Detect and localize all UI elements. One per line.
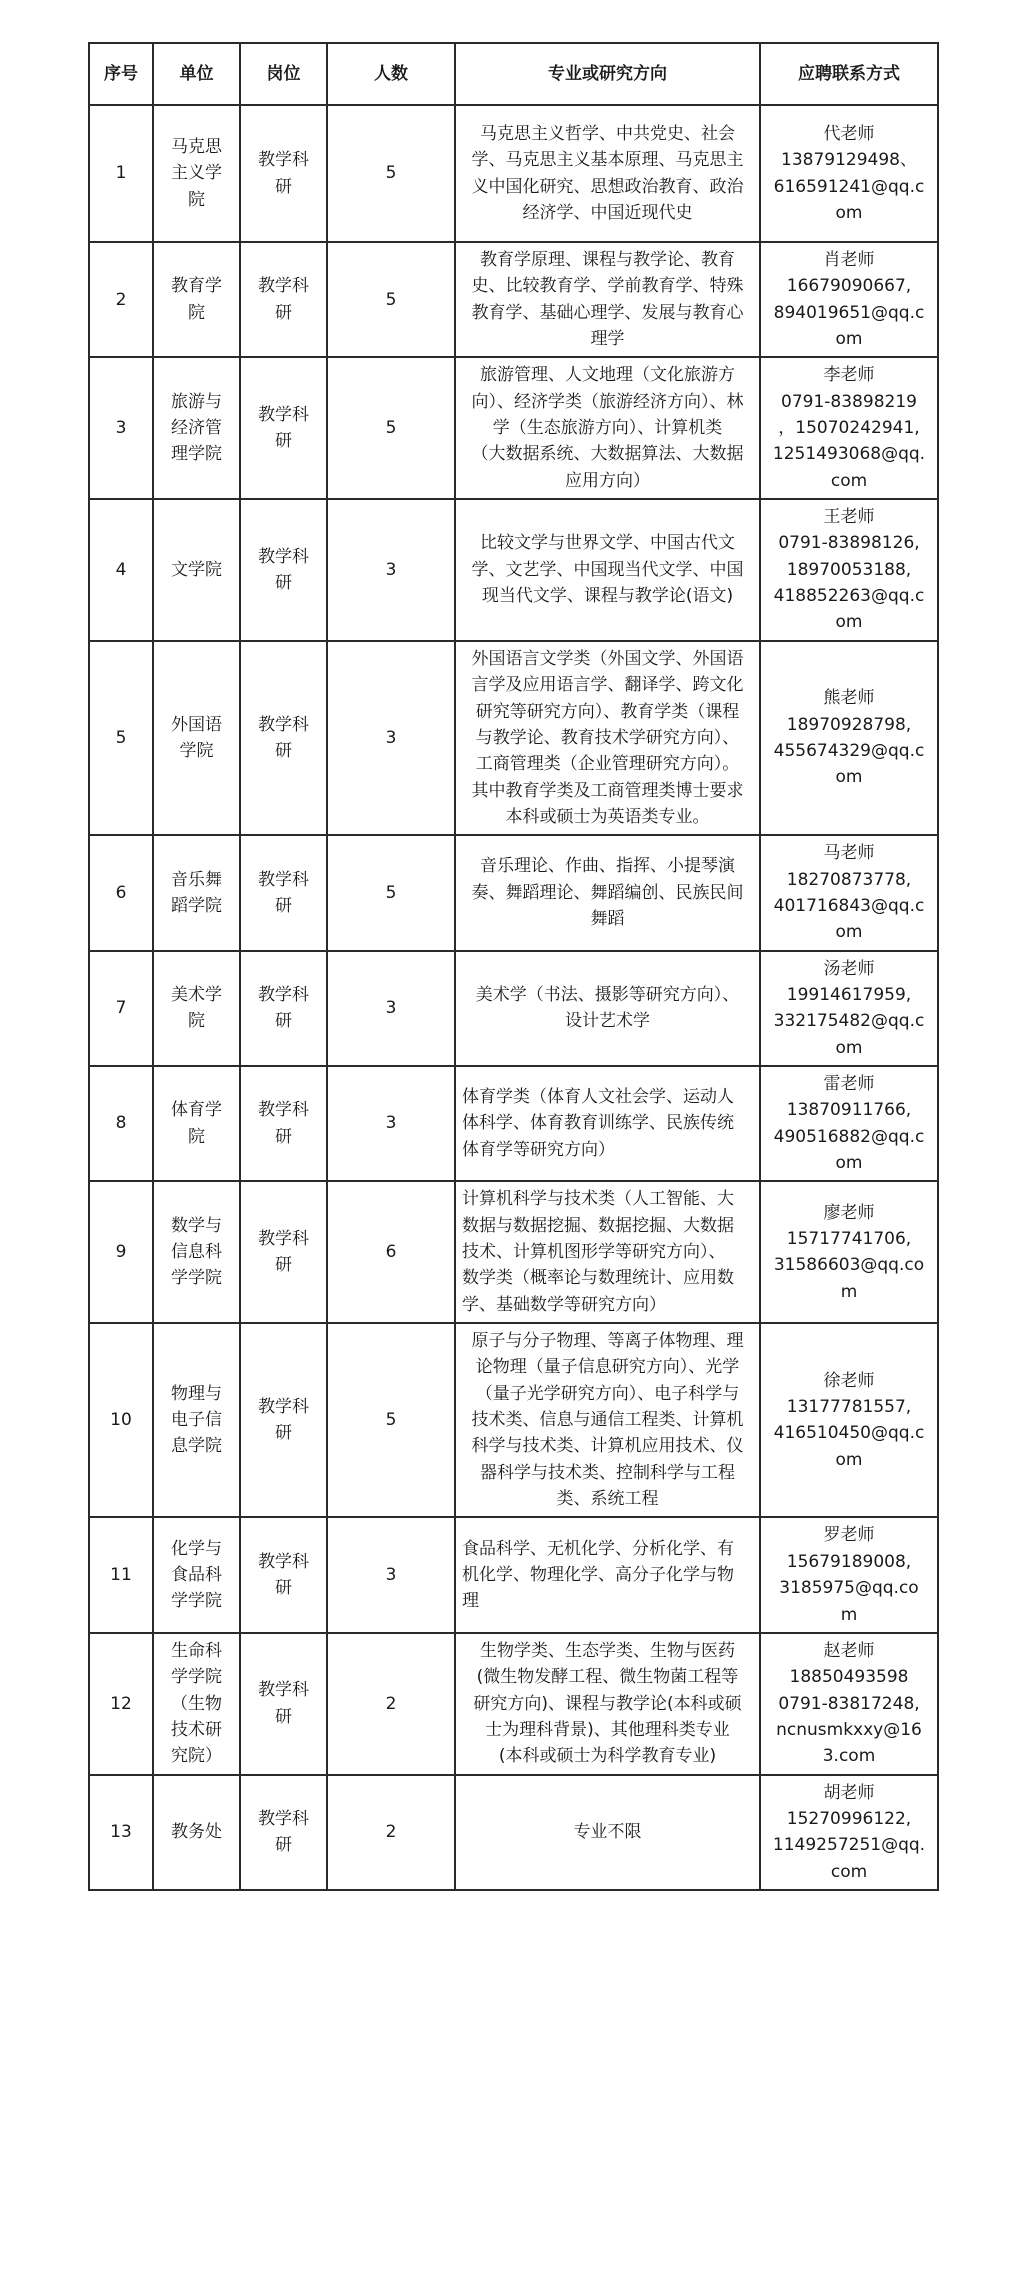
post-line: 研 (275, 572, 292, 593)
major-line: 马克思主义哲学、中共党史、社会 (480, 123, 735, 144)
contact-line: 18970053188, (786, 559, 912, 580)
unit-line: 蹈学院 (171, 895, 222, 916)
major-line: 士为理科背景)、其他理科类专业 (485, 1719, 730, 1740)
contact-line: 13177781557, (786, 1396, 912, 1417)
table-row (89, 1633, 938, 1775)
post-line: 研 (275, 1835, 292, 1856)
contact-line: 肖老师 (823, 250, 875, 270)
contact-line: 汤老师 (823, 958, 875, 979)
cell-contact (760, 499, 938, 641)
cell-contact (760, 105, 938, 242)
contact-line: 416510450@qq.c (773, 1423, 925, 1444)
cell-count: 5 (327, 105, 455, 242)
contact-line: com (830, 1861, 868, 1882)
cell-seq: 11 (89, 1517, 153, 1632)
contact-line: 616591241@qq.c (773, 176, 925, 197)
major-line: 学、基础数学等研究方向） (462, 1294, 666, 1315)
post-line: 研 (275, 1423, 292, 1444)
major-line: 经济学、中国近现代史 (522, 202, 693, 223)
post-line: 教学科 (258, 404, 309, 425)
table-header-row (89, 43, 938, 105)
post-line: 研 (275, 431, 292, 452)
cell-seq: 8 (89, 1066, 153, 1181)
major-line: 旅游管理、人文地理（文化旅游方 (480, 365, 735, 386)
contact-line: om (835, 1153, 863, 1173)
unit-line: 化学与 (171, 1538, 222, 1559)
header-seq: 序号 (89, 43, 153, 105)
cell-contact (760, 951, 938, 1066)
cell-unit (153, 1323, 240, 1517)
unit-line: （生物 (171, 1693, 222, 1714)
cell-major (455, 1323, 760, 1517)
post-line: 教学科 (258, 546, 309, 567)
cell-contact (760, 1775, 938, 1890)
table-row (89, 1066, 938, 1181)
unit-line: 院 (188, 189, 205, 210)
contact-line: 18850493598 (789, 1667, 909, 1688)
contact-line: 894019651@qq.c (773, 302, 925, 323)
header-major: 专业或研究方向 (455, 43, 760, 105)
cell-seq: 6 (89, 835, 153, 950)
table-row (89, 1775, 938, 1890)
post-line: 教学科 (258, 1680, 309, 1701)
contact-line: 0791-83898126, (778, 533, 920, 554)
contact-line: 代老师 (823, 123, 875, 144)
cell-seq: 4 (89, 499, 153, 641)
major-line: 比较文学与世界文学、中国古代文 (480, 533, 735, 554)
contact-line: 1149257251@qq. (772, 1835, 926, 1856)
major-line: 体育学类（体育人文社会学、运动人 (462, 1087, 734, 1108)
cell-post (240, 105, 327, 242)
cell-count: 3 (327, 1066, 455, 1181)
contact-line: 李老师 (823, 365, 875, 386)
major-line: 数据与数据挖掘、数据挖掘、大数据 (462, 1215, 734, 1236)
contact-line: com (830, 470, 868, 491)
contact-line: 13879129498、 (781, 150, 917, 171)
table-row (89, 357, 938, 499)
major-line: 科学与技术类、计算机应用技术、仪 (471, 1436, 744, 1457)
unit-line: 物理与 (171, 1383, 222, 1404)
cell-major (455, 499, 760, 641)
cell-count: 5 (327, 242, 455, 357)
cell-post (240, 1066, 327, 1181)
contact-line: m (840, 1281, 858, 1302)
contact-line: 18270873778, (786, 869, 912, 890)
cell-count: 6 (327, 1181, 455, 1323)
cell-count: 3 (327, 641, 455, 835)
unit-line: 美术学 (171, 984, 222, 1005)
cell-unit (153, 357, 240, 499)
post-line: 教学科 (258, 1551, 309, 1572)
cell-count: 5 (327, 835, 455, 950)
table-row (89, 1517, 938, 1632)
major-line: 学（生态旅游方向）、计算机类 (492, 418, 723, 439)
contact-line: 16679090667, (786, 276, 912, 297)
table-row (89, 835, 938, 950)
unit-line: 主义学 (171, 163, 222, 184)
cell-major (455, 1633, 760, 1775)
contact-line: 15679189008, (786, 1551, 912, 1572)
cell-count: 3 (327, 499, 455, 641)
cell-unit (153, 242, 240, 357)
major-line: 学、马克思主义基本原理、马克思主 (471, 150, 744, 171)
major-line: 言学及应用语言学、翻译学、跨文化 (471, 675, 744, 696)
cell-seq: 9 (89, 1181, 153, 1323)
major-line: 机化学、物理化学、高分子化学与物 (462, 1564, 734, 1585)
contact-line: om (835, 612, 863, 633)
cell-major (455, 105, 760, 242)
cell-count: 3 (327, 951, 455, 1066)
major-line: 史、比较教育学、学前教育学、特殊 (471, 276, 744, 297)
major-line: 设计艺术学 (565, 1011, 650, 1032)
major-line: 向）、经济学类（旅游经济方向）、林 (471, 391, 744, 412)
contact-line: m (840, 1604, 858, 1625)
contact-line: 3185975@qq.co (779, 1578, 919, 1599)
post-line: 研 (275, 741, 292, 762)
cell-unit (153, 105, 240, 242)
cell-contact (760, 242, 938, 357)
major-line: 应用方向） (565, 470, 650, 491)
cell-post (240, 641, 327, 835)
unit-line: 旅游与 (171, 391, 222, 412)
contact-line: 赵老师 (823, 1640, 875, 1661)
cell-post (240, 1323, 327, 1517)
post-line: 教学科 (258, 1808, 309, 1829)
cell-unit (153, 1066, 240, 1181)
contact-line: om (835, 1037, 863, 1058)
contact-line: om (835, 329, 863, 350)
cell-contact (760, 641, 938, 835)
major-line: 理学 (590, 329, 625, 350)
cell-major (455, 1775, 760, 1890)
contact-line: 31586603@qq.co (773, 1255, 925, 1276)
major-line: 技术类、信息与通信工程类、计算机 (471, 1410, 744, 1431)
unit-line: 息学院 (171, 1436, 222, 1457)
unit-line: 食品科 (171, 1564, 222, 1585)
unit-line: 经济管 (171, 418, 222, 439)
contact-line: 罗老师 (823, 1525, 875, 1546)
post-line: 研 (275, 302, 292, 323)
post-line: 教学科 (258, 1100, 309, 1121)
major-line: 与教学论、教育技术学研究方向）、 (475, 727, 740, 748)
cell-contact (760, 1633, 938, 1775)
major-line: 食品科学、无机化学、分析化学、有 (462, 1538, 734, 1559)
unit-line: 马克思 (171, 136, 222, 157)
cell-seq: 3 (89, 357, 153, 499)
contact-line: 王老师 (823, 507, 875, 528)
header-contact: 应聘联系方式 (760, 43, 938, 105)
unit-line: 学学院 (171, 1268, 222, 1289)
header-count: 人数 (327, 43, 455, 105)
unit-line: 外国语 (171, 714, 222, 735)
contact-line: 雷老师 (823, 1073, 875, 1094)
contact-line: 401716843@qq.c (773, 895, 925, 916)
major-line: 研究等研究方向）、教育学类（课程 (475, 701, 740, 722)
contact-line: 0791-83817248, (778, 1693, 920, 1714)
major-line: 义中国化研究、思想政治教育、政治 (471, 176, 744, 197)
post-line: 研 (275, 1706, 292, 1727)
major-line: 器科学与技术类、控制科学与工程 (480, 1462, 735, 1483)
contact-line: 15717741706, (786, 1228, 912, 1249)
unit-line: 院 (188, 1011, 205, 1032)
contact-line: 490516882@qq.c (773, 1126, 925, 1147)
major-line: 论物理（量子信息研究方向）、光学 (475, 1357, 740, 1378)
major-line: 类、系统工程 (556, 1489, 659, 1510)
major-line: 体科学、体育教育训练学、民族传统 (462, 1113, 734, 1134)
contact-line: ncnusmkxxy@16 (776, 1719, 922, 1740)
post-line: 研 (275, 1255, 292, 1276)
major-line: 奏、舞蹈理论、舞蹈编创、民族民间 (471, 882, 744, 903)
contact-line: 马老师 (823, 843, 875, 864)
cell-seq: 2 (89, 242, 153, 357)
post-line: 教学科 (258, 984, 309, 1005)
table-row (89, 1323, 938, 1517)
major-line: 现当代文学、课程与教学论(语文) (481, 586, 734, 607)
contact-line: 0791-83898219 (781, 391, 917, 412)
post-line: 研 (275, 895, 292, 916)
major-line: 外国语言文学类（外国文学、外国语 (471, 648, 744, 669)
contact-line: 332175482@qq.c (773, 1011, 925, 1032)
unit-line: 数学与 (171, 1215, 222, 1236)
contact-line: 455674329@qq.c (773, 741, 925, 762)
post-line: 教学科 (258, 714, 309, 735)
table-row (89, 641, 938, 835)
contact-line: 18970928798, (786, 714, 912, 735)
cell-count: 2 (327, 1775, 455, 1890)
cell-post (240, 357, 327, 499)
cell-unit (153, 1775, 240, 1890)
contact-line: ，15070242941, (778, 418, 920, 439)
cell-unit (153, 1633, 240, 1775)
post-line: 教学科 (258, 1228, 309, 1249)
cell-count: 5 (327, 357, 455, 499)
major-line: 本科或硕士为英语类专业。 (505, 806, 710, 827)
cell-count: 3 (327, 1517, 455, 1632)
contact-line: om (835, 1449, 863, 1470)
unit-line: 学院 (179, 741, 214, 762)
unit-line: 学学院 (171, 1591, 222, 1612)
major-line: (本科或硕士为科学教育专业) (498, 1746, 717, 1767)
post-line: 教学科 (258, 869, 309, 890)
major-line: 学、文艺学、中国现当代文学、中国 (471, 559, 744, 580)
cell-unit (153, 641, 240, 835)
major-line: 计算机科学与技术类（人工智能、大 (462, 1189, 734, 1210)
contact-line: 徐老师 (823, 1370, 875, 1391)
unit-line: 信息科 (171, 1242, 222, 1263)
cell-seq: 10 (89, 1323, 153, 1517)
cell-count: 2 (327, 1633, 455, 1775)
contact-line: 13870911766, (786, 1100, 912, 1121)
unit-line: 院 (188, 302, 205, 323)
recruitment-table (88, 42, 939, 1891)
major-line: 其中教育学类及工商管理类博士要求 (471, 780, 744, 801)
cell-post (240, 835, 327, 950)
unit-line: 生命科 (171, 1640, 222, 1661)
post-line: 研 (275, 176, 292, 197)
cell-post (240, 1181, 327, 1323)
cell-major (455, 1066, 760, 1181)
unit-line: 教务处 (171, 1822, 222, 1843)
major-line: 工商管理类（企业管理研究方向）。 (475, 754, 740, 775)
cell-seq: 13 (89, 1775, 153, 1890)
major-line: 美术学（书法、摄影等研究方向）、 (475, 984, 740, 1005)
header-unit: 单位 (153, 43, 240, 105)
table-body (89, 105, 938, 1890)
cell-unit (153, 951, 240, 1066)
table-row (89, 951, 938, 1066)
table-row (89, 105, 938, 242)
cell-post (240, 1775, 327, 1890)
cell-seq: 1 (89, 105, 153, 242)
unit-line: 理学院 (171, 444, 222, 465)
cell-major (455, 951, 760, 1066)
unit-line: 电子信 (171, 1410, 222, 1431)
contact-line: 3.com (822, 1746, 876, 1767)
unit-line: 究院） (171, 1746, 222, 1767)
contact-line: om (835, 202, 863, 223)
post-line: 研 (275, 1578, 292, 1599)
cell-seq: 5 (89, 641, 153, 835)
cell-unit (153, 1517, 240, 1632)
major-line: 教育学、基础心理学、发展与教育心 (471, 302, 744, 323)
unit-line: 院 (188, 1126, 205, 1147)
major-line: 理 (462, 1591, 479, 1612)
cell-post (240, 951, 327, 1066)
cell-major (455, 242, 760, 357)
contact-line: om (835, 922, 863, 943)
cell-post (240, 242, 327, 357)
major-line: 数学类（概率论与数理统计、应用数 (462, 1268, 734, 1289)
unit-line: 技术研 (171, 1719, 222, 1740)
contact-line: 418852263@qq.c (773, 586, 925, 607)
unit-line: 教育学 (171, 276, 222, 297)
cell-unit (153, 1181, 240, 1323)
post-line: 研 (275, 1126, 292, 1147)
cell-major (455, 1517, 760, 1632)
cell-contact (760, 1066, 938, 1181)
major-line: （量子光学研究方向）、电子科学与 (475, 1383, 740, 1404)
major-line: 体育学等研究方向） (462, 1139, 615, 1160)
header-post: 岗位 (240, 43, 327, 105)
unit-line: 学学院 (171, 1667, 222, 1688)
post-line: 教学科 (258, 150, 309, 171)
cell-contact (760, 1181, 938, 1323)
cell-seq: 12 (89, 1633, 153, 1775)
major-line: 教育学原理、课程与教学论、教育 (480, 250, 735, 270)
cell-major (455, 1181, 760, 1323)
major-line: 生物学类、生态学类、生物与医药 (480, 1640, 735, 1661)
contact-line: 熊老师 (823, 688, 875, 709)
unit-line: 体育学 (171, 1100, 222, 1121)
cell-major (455, 835, 760, 950)
cell-post (240, 1633, 327, 1775)
post-line: 教学科 (258, 1396, 309, 1417)
major-line: 技术、计算机图形学等研究方向）、 (462, 1242, 726, 1263)
table-row (89, 499, 938, 641)
contact-line: om (835, 767, 863, 788)
contact-line: 19914617959, (786, 984, 912, 1005)
unit-line: 音乐舞 (171, 869, 222, 890)
cell-major (455, 641, 760, 835)
contact-line: 1251493068@qq. (772, 444, 926, 465)
contact-line: 廖老师 (823, 1202, 875, 1223)
major-line: 研究方向)、课程与教学论(本科或硕 (473, 1693, 742, 1714)
unit-line: 文学院 (171, 559, 222, 580)
cell-unit (153, 835, 240, 950)
cell-count: 5 (327, 1323, 455, 1517)
post-line: 教学科 (258, 276, 309, 297)
cell-contact (760, 357, 938, 499)
table-row (89, 242, 938, 357)
cell-unit (153, 499, 240, 641)
cell-major (455, 357, 760, 499)
major-line: （大数据系统、大数据算法、大数据 (471, 444, 744, 465)
cell-seq: 7 (89, 951, 153, 1066)
major-line: (微生物发酵工程、微生物菌工程等 (476, 1667, 739, 1688)
major-line: 专业不限 (573, 1822, 642, 1843)
major-line: 舞蹈 (590, 909, 625, 930)
cell-contact (760, 1323, 938, 1517)
table-row (89, 1181, 938, 1323)
post-line: 研 (275, 1011, 292, 1032)
major-line: 原子与分子物理、等离子体物理、理 (471, 1331, 744, 1352)
cell-contact (760, 1517, 938, 1632)
cell-contact (760, 835, 938, 950)
contact-line: 胡老师 (823, 1782, 875, 1803)
major-line: 音乐理论、作曲、指挥、小提琴演 (480, 856, 735, 877)
contact-line: 15270996122, (786, 1808, 912, 1829)
cell-post (240, 1517, 327, 1632)
cell-post (240, 499, 327, 641)
